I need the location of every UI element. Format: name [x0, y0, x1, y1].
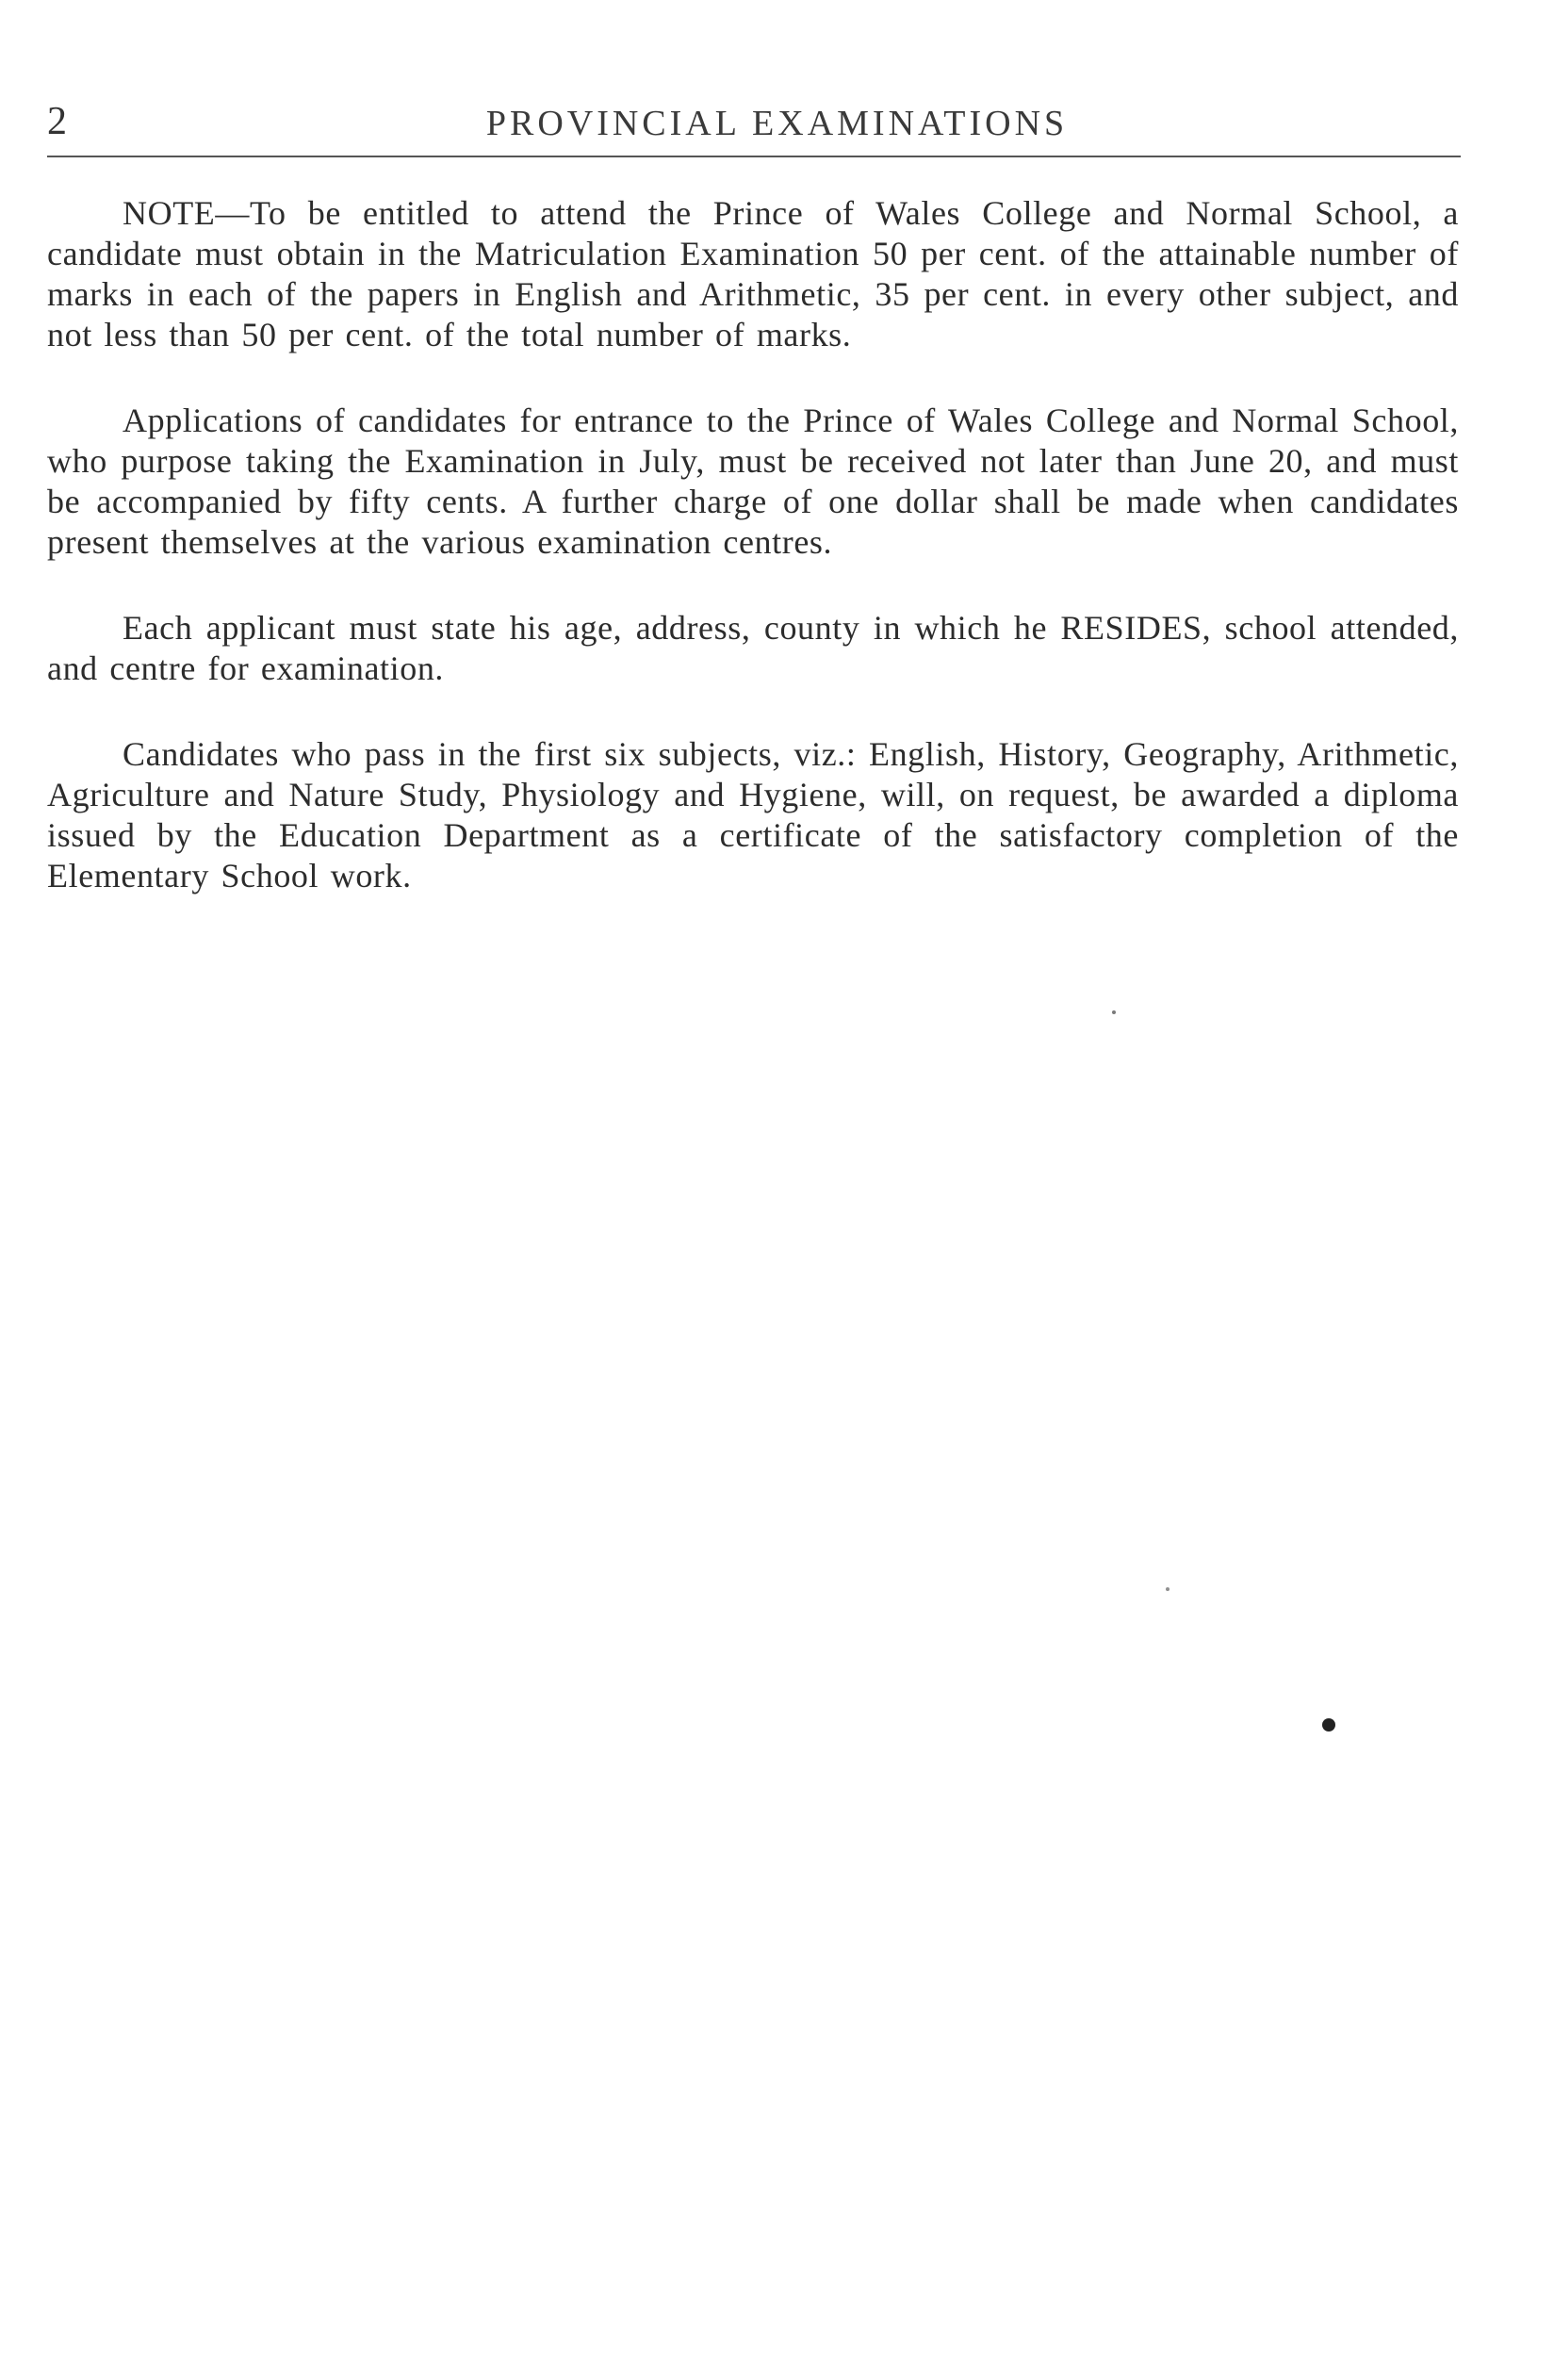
ink-speck — [1112, 1010, 1116, 1014]
page-number: 2 — [47, 100, 67, 143]
applications-paragraph: Applications of candidates for entrance to the Prince of Wales College and Normal School, who purpose taking the Examination in July, must be received not later than June 20, and must be accompanied by fifty cents. A further charge of one dollar shall be made when candidates present themselves at the various examination centres. — [47, 402, 1459, 561]
page-body — [47, 193, 1459, 942]
ink-speck — [1166, 1587, 1170, 1591]
applicant-details-paragraph: Each applicant must state his age, address, county in which he RESIDES, school attended, and centre for examination. — [47, 609, 1459, 687]
header-rule — [47, 156, 1461, 157]
note-paragraph: NOTE—To be entitled to attend the Prince of Wales College and Normal School, a candidate must obtain in the Matriculation Examination 50 per cent. of the attainable number of marks in each of the papers in English and Arithmetic, 35 per cent. in every other subject, and not less than 50 per cent. of the total number of marks. — [47, 194, 1459, 353]
ink-speck — [1322, 1718, 1335, 1732]
diploma-paragraph: Candidates who pass in the first six subjects, viz.: English, History, Geography, Arithmetic, Agriculture and Nature Study, Physiology and Hygiene, will, on request, be awarded a diploma issued by the Education Department as a certificate of the satisfactory completion of the Elementary School work. — [47, 735, 1459, 895]
running-title: PROVINCIAL EXAMINATIONS — [485, 104, 1069, 143]
